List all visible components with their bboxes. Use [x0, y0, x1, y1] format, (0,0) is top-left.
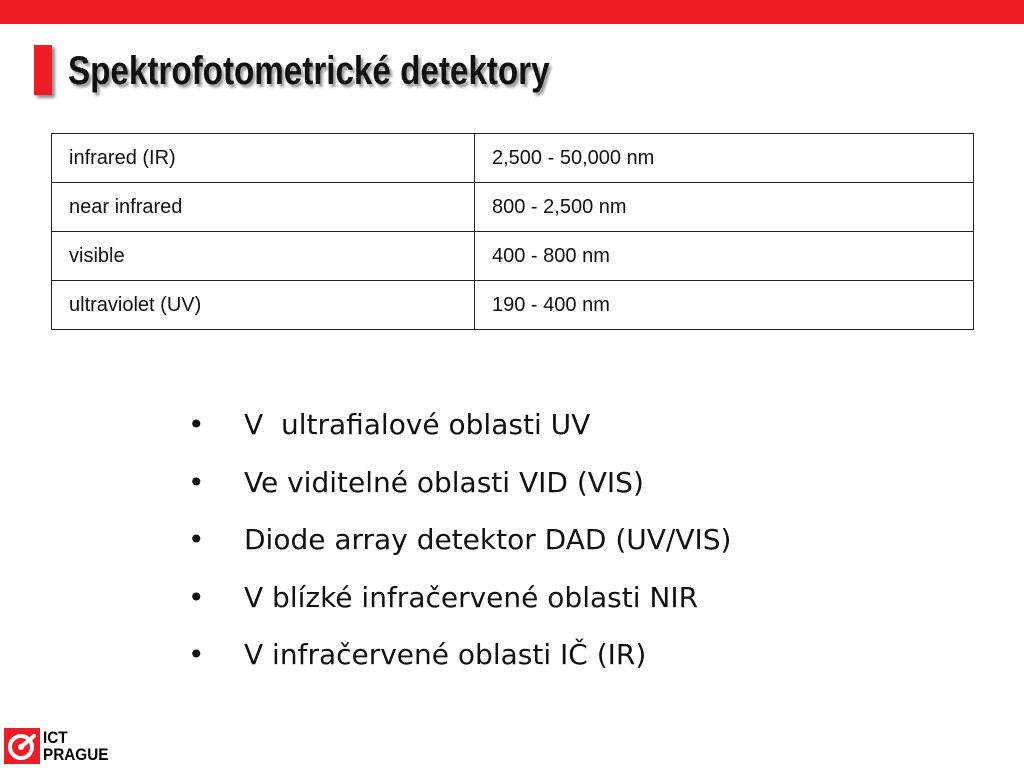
list-item — [188, 511, 731, 569]
table-cell-range: 190 - 400 nm — [475, 281, 974, 330]
table-cell-region: near infrared — [52, 183, 475, 232]
bullet-icon: • — [188, 465, 205, 499]
table-cell-region: visible — [52, 232, 475, 281]
list-item — [188, 454, 731, 512]
table-cell-range: 800 - 2,500 nm — [475, 183, 974, 232]
page-title: Spektrofotometrické detektory — [68, 49, 550, 93]
wavelength-table — [51, 133, 974, 330]
logo-text-line1: ICT — [43, 728, 68, 747]
table-row — [52, 134, 974, 183]
logo-text — [43, 729, 108, 763]
list-item-text: V blízké infračervené oblasti NIR — [244, 580, 699, 614]
table-row — [52, 281, 974, 330]
ict-prague-logo-icon — [4, 728, 40, 764]
table-cell-range: 400 - 800 nm — [475, 232, 974, 281]
table-cell-region: infrared (IR) — [52, 134, 475, 183]
logo-text-line2: PRAGUE — [43, 745, 109, 764]
list-item-text: V infračervené oblasti IČ (IR) — [244, 638, 647, 671]
table-cell-range: 2,500 - 50,000 nm — [475, 134, 974, 183]
ict-prague-logo — [4, 728, 124, 766]
bullet-icon: • — [188, 408, 205, 441]
list-item — [188, 626, 731, 684]
table-row — [52, 232, 974, 281]
detector-bullet-list — [188, 396, 731, 684]
table-row — [52, 183, 974, 232]
list-item-text: Ve viditelné oblasti VID (VIS) — [244, 465, 644, 499]
list-item-text: V ultrafialové oblasti UV — [244, 408, 591, 441]
bullet-icon: • — [188, 638, 205, 671]
bullet-icon: • — [188, 523, 205, 556]
title-marker — [34, 45, 52, 95]
bullet-icon: • — [188, 580, 205, 614]
list-item — [188, 569, 731, 627]
top-accent-bar — [0, 0, 1024, 24]
table-cell-region: ultraviolet (UV) — [52, 281, 475, 330]
list-item — [188, 396, 731, 454]
list-item-text: Diode array detektor DAD (UV/VIS) — [244, 523, 732, 556]
